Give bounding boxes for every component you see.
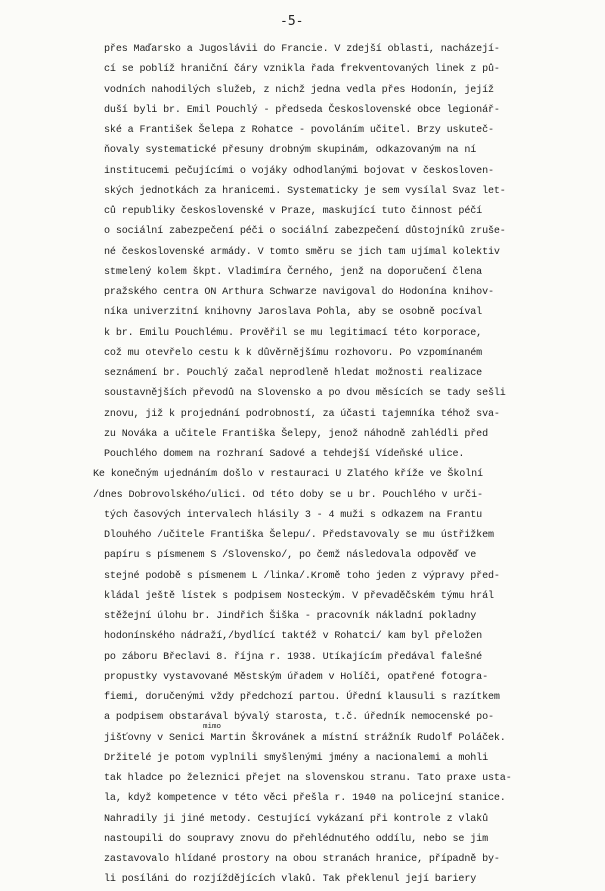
- text-line: nastoupili do soupravy znovu do přehlédnutého oddílu, nebo se jim: [104, 833, 488, 845]
- text-line: zastavovalo hlídané prostory na obou stranách hranice, případně by-: [104, 854, 500, 865]
- text-line: duší byli br. Emil Pouchlý - předseda Československé obce legionář-: [104, 104, 500, 116]
- text-line: ňovaly systematické přesuny drobným skupinám, odkazovaným na ní: [104, 145, 477, 157]
- text-line: hodonínského nádraží,/bydlící taktéž v Rohatci/ kam byl přeložen: [104, 631, 483, 643]
- text-line: Dlouhého /učitele Františka Šelepu/. Představovaly se mu ústřižkem: [104, 530, 494, 541]
- text-line: o sociální zabezpečení péči o sociální zabezpečení důstojníků zruše-: [104, 226, 506, 238]
- text-line: ských jednotkách za hranicemi. Systematicky je sem vysílal Svaz let-: [104, 185, 506, 197]
- text-line: soustavnějších převodů na Slovensko a po dvou měsících se tady sešli: [104, 388, 506, 400]
- text-line: propustky vystavované Městským úřadem v Holíči, opatřené fotogra-: [104, 671, 488, 683]
- text-line: jišťovny v Senici Martin Škrovánek a místní strážník Rudolf Poláček.: [104, 732, 506, 744]
- text-line: znovu, již k projednání podrobností, za účasti tajemníka téhož sva-: [104, 408, 500, 420]
- text-line: ců republiky československé v Praze, maskující tuto činnost péčí: [104, 206, 483, 217]
- interlinear-insert: mimo: [203, 723, 222, 731]
- text-line: né československé armády. V tomto směru se jich tam ujímal kolektiv: [104, 246, 500, 258]
- text-line: k br. Emilu Pouchlému. Prověřil se mu legitimací této korporace,: [104, 327, 483, 339]
- text-line: vodních nahodilých služeb, z nichž jedna vedla přes Hodonín, jejíž: [104, 84, 494, 96]
- text-line: níka univerzitní knihovny Jaroslava Pohla, aby se osobně pocíval: [104, 307, 483, 319]
- text-line: stěžejní úlohu br. Jindřich Šiška - pracovník nákladní pokladny: [104, 611, 477, 622]
- text-line: cí se poblíž hraniční čáry vznikla řada frekventovaných linek z pů-: [104, 64, 500, 76]
- text-line: Ke konečným ujednáním došlo v restauraci U Zlatého kříže ve Školní: [93, 469, 483, 481]
- text-line: což mu otevřelo cestu k k důvěrnějšímu rozhovoru. Po vzpomínaném: [104, 347, 483, 359]
- text-line: seznámení br. Pouchlý začal neprodleně hledat možnosti realizace: [104, 368, 483, 379]
- text-line: stejné podobě s písmenem L /linka/.Kromě toho jeden z výpravy před-: [104, 570, 500, 582]
- text-line: tých časových intervalech hlásily 3 - 4 muži s odkazem na Frantu: [104, 509, 483, 521]
- text-line: po záboru Břeclavi 8. října r. 1938. Utíkajícím předával falešné: [104, 651, 483, 663]
- text-line: papíru s písmenem S /Slovensko/, po čemž následovala odpověď ve: [104, 550, 477, 562]
- text-line: Držitelé je potom vyplnili smyšlenými jmény a nacionalemi a mohli: [104, 752, 488, 764]
- text-line: Nahradily ji jiné metody. Cestující vykázaní při kontrole z vlaků: [104, 813, 488, 825]
- text-line: přes Maďarsko a Jugoslávii do Francie. V zdejší oblasti, nacházejí-: [104, 44, 500, 55]
- text-line: ské a František Šelepa z Rohatce - povoláním učitel. Brzy uskuteč-: [104, 125, 494, 136]
- text-line: stmelený kolem škpt. Vladimíra Černého, jenž na doporučení člena: [104, 266, 483, 278]
- typescript-body: [93, 40, 599, 891]
- text-line: /dnes Dobrovolského/ulici. Od této doby se u br. Pouchlého v urči-: [93, 489, 483, 501]
- text-line: Pouchlého domem na rozhraní Sadové a tehdejší Vídeňské ulice.: [104, 449, 465, 460]
- text-line: zu Nováka a učitele Františka Šelepy, jenož náhodně zahlédli před: [104, 428, 488, 440]
- text-line: pražského centra ON Arthura Schwarze navigoval do Hodonína knihov-: [104, 287, 494, 298]
- text-line: la, když kompetence v této věci přešla r. 1940 na policejní stanice.: [104, 793, 506, 805]
- text-line: tak hladce po železnici přejet na slovenskou stranu. Tato praxe usta-: [104, 773, 512, 784]
- text-line: kládal ještě lístek s podpisem Nosteckým. V převaděčském týmu hrál: [104, 590, 494, 602]
- page-number: -5-: [280, 14, 304, 29]
- text-line: fiemi, doručenými vždy předchozí partou. Úřední klausuli s razítkem: [104, 692, 500, 703]
- text-line: institucemi pečujícími o vojáky odhodlanými bojovat v českosloven-: [104, 165, 494, 177]
- text-line: a podpisem obstarával bývalý starosta, t.č. úředník nemocenské po-: [104, 712, 494, 724]
- text-line: li posíláni do rozjíždějících vlaků. Tak překlenul její bariery: [104, 874, 477, 886]
